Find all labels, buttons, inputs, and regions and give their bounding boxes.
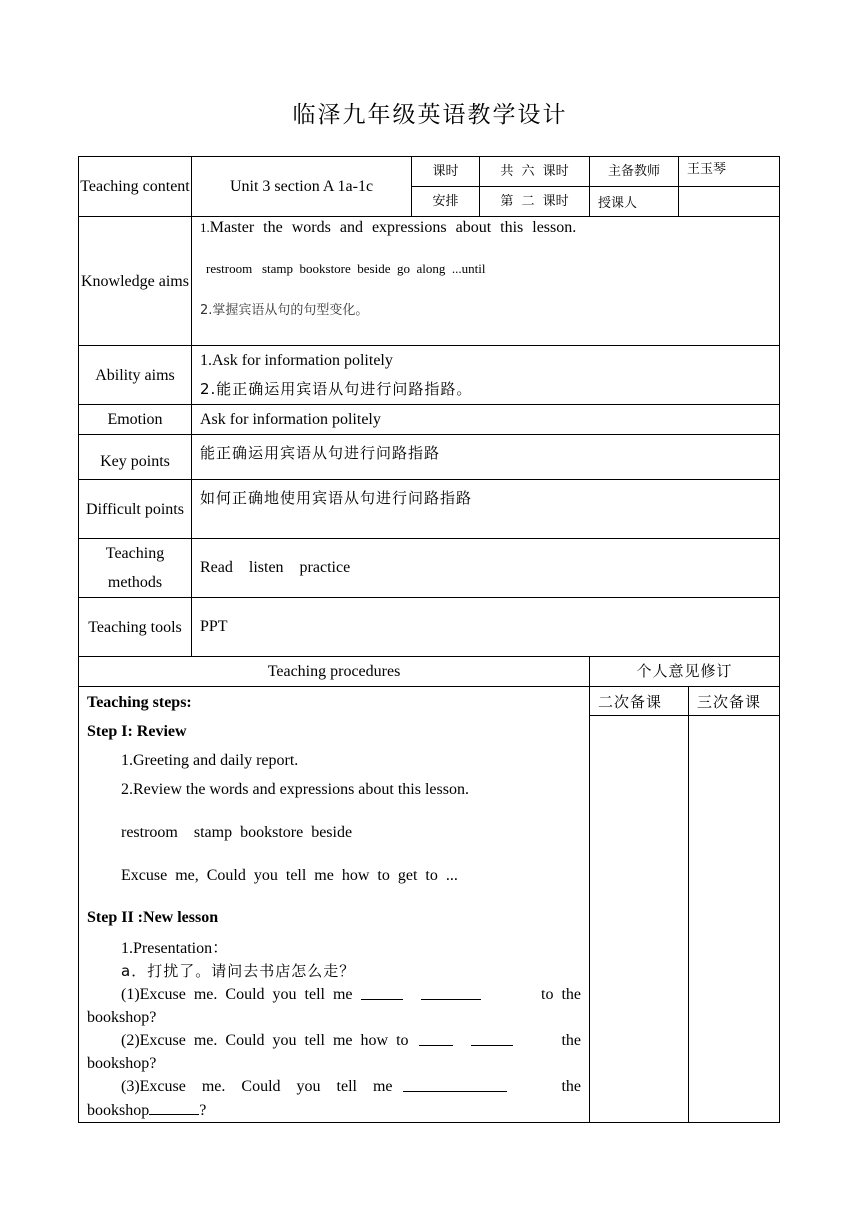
second-prep-header: 二次备课 [590,687,689,716]
step1-heading: Step I: Review [87,723,187,740]
question-2-end: the [561,1032,581,1049]
difficult-points-value: 如何正确地使用宾语从句进行问路指路 [192,480,780,539]
teaching-content-label: Teaching content [79,157,192,217]
question-3-line2 [87,1098,581,1122]
step2-heading: Step II :New lesson [87,909,219,926]
third-prep-header: 三次备课 [689,687,780,716]
teaching-procedures-header: Teaching procedures [79,657,590,687]
main-teacher-name: 王玉琴 [679,157,780,187]
knowledge-words: restroom stamp bookstore beside go along ...until [206,261,486,276]
ability-aims-content [192,346,780,405]
teaching-tools-label: Teaching tools [79,598,192,657]
difficult-points-label: Difficult points [79,480,192,539]
teaching-methods-value: Read listen practice [192,539,780,598]
step1-words: restroom stamp bookstore beside [121,824,353,841]
knowledge-line1: Master the words and expressions about this lesson. [209,219,577,236]
ability-line1: 1.Ask for information politely [200,352,393,369]
teaching-content-value: Unit 3 section A 1a-1c [192,157,412,217]
teaching-tools-value: PPT [192,598,780,657]
step1-item2: 2.Review the words and expressions about this lesson. [121,781,469,798]
presentation-label: 1.Presentation： [121,940,229,957]
q2-blank-1 [419,1029,453,1046]
key-points-value: 能正确运用宾语从句进行问路指路 [192,435,780,480]
question-1-cont: bookshop? [87,1009,157,1026]
q1-blank-2 [421,983,481,1000]
q3-blank-2 [149,1098,199,1115]
ability-aims-label: Ability aims [79,346,192,405]
q3-blank-1 [403,1075,507,1092]
total-lessons: 共 六 课时 [480,157,590,187]
instructor-label: 授课人 [590,187,679,217]
revision-header: 个人意见修订 [590,657,780,687]
teaching-steps-cell [79,687,590,1123]
lesson-number: 第 二 课时 [480,187,590,217]
question-3-end: the [561,1078,581,1095]
step1-sentence: Excuse me, Could you tell me how to get to ... [121,867,458,884]
third-prep-cell [689,716,780,1123]
emotion-value: Ask for information politely [192,405,780,435]
question-1-end: to the [541,986,581,1003]
knowledge-line2: 2.掌握宾语从句的句型变化。 [200,303,369,318]
q2-blank-2 [471,1029,513,1046]
question-1-start: (1)Excuse me. Could you tell me [121,986,353,1003]
question-1-line [87,983,581,1006]
emotion-label: Emotion [79,405,192,435]
main-teacher-label: 主备教师 [590,157,679,187]
knowledge-aims-label: Knowledge aims [79,217,192,346]
question-2-line [87,1029,581,1052]
page-title: 临泽九年级英语教学设计 [292,102,568,128]
schedule-label-1: 课时 [412,157,480,187]
schedule-label-2: 安排 [412,187,480,217]
question-2-cont: bookshop? [87,1055,157,1072]
ability-line2: 2.能正确运用宾语从句进行问路指路。 [200,380,473,398]
lesson-plan-table [78,156,780,1123]
knowledge-aims-content [192,217,780,346]
instructor-name [679,187,780,217]
question-3-line [87,1075,581,1098]
knowledge-line1-number: 1. [200,220,210,235]
question-2-start: (2)Excuse me. Could you tell me how to [121,1032,409,1049]
q1-blank-1 [361,983,403,1000]
key-points-label: Key points [79,435,192,480]
teaching-methods-label: Teaching methods [79,539,192,598]
question-3-cont: bookshop [87,1102,150,1119]
item-a: a．打扰了。请问去书店怎么走？ [121,962,356,980]
step1-item1: 1.Greeting and daily report. [121,752,299,769]
teaching-steps-heading: Teaching steps: [87,694,192,711]
question-3-start: (3)Excuse me. Could you tell me [121,1078,393,1095]
question-3-tail: ? [199,1102,207,1119]
second-prep-cell [590,716,689,1123]
